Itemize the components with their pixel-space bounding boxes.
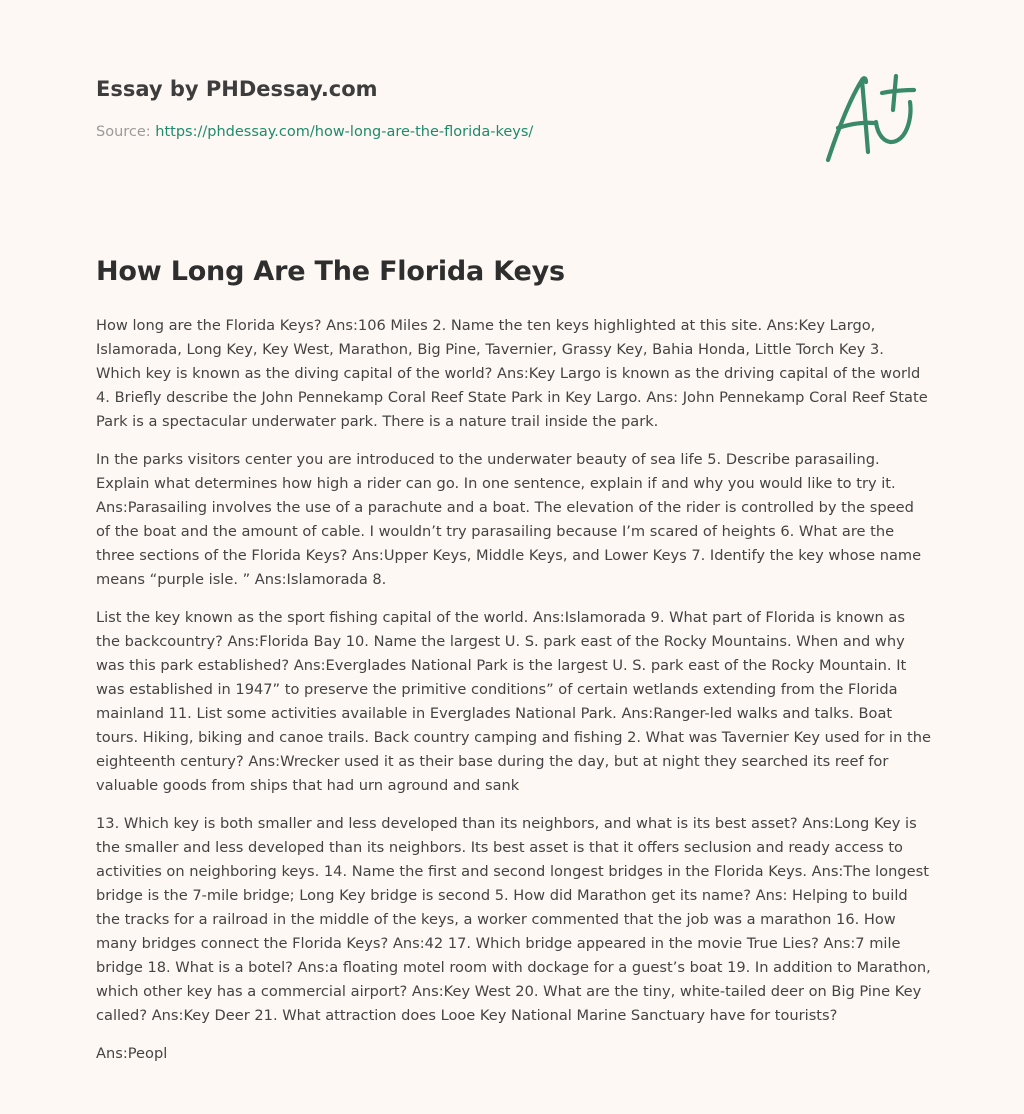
source-line xyxy=(96,124,533,140)
essay-paragraph: Ans:Peopl xyxy=(96,1045,168,1062)
essay-paragraph: In the parks visitors center you are introduced to the underwater beauty of sea life 5. Describe parasailing. Explain what determines how high a rider can go. In one sentence, explain if and why you would like to try it. Ans:Parasailing involves the use of a parachute and a boat. The elevation of the rider is controlled by the speed of the boat and the amount of cable. I wouldn’t try parasailing because I’m scared of heights 6. What are the three sections of the Florida Keys? Ans:Upper Keys, Middle Keys, and Lower Keys 7. Identify the key whose name means “purple isle. ” Ans:Islamorada 8. xyxy=(96,451,922,588)
source-label: Source: xyxy=(96,124,151,140)
essay-paragraph: List the key known as the sport fishing capital of the world. Ans:Islamorada 9. What part of Florida is known as the backcountry? Ans:Florida Bay 10. Name the largest U. S. park east of the Rocky Mountains. When and why was this park established? Ans:Everglades National Park is the largest U. S. park east of the Rocky Mountain. It was established in 1947” to preserve the primitive conditions” of certain wetlands extending from the Florida mainland 11. List some activities available in Everglades National Park. Ans:Ranger-led walks and talks. Boat tours. Hiking, biking and canoe trails. Back country camping and fishing 2. What was Tavernier Key used for in the eighteenth century? Ans:Wrecker used it as their base during the day, but at night they searched its reef for valuable goods from ships that had urn aground and sank xyxy=(96,609,931,794)
essay-body xyxy=(96,314,932,1080)
brand-name: Essay by PHDessay.com xyxy=(96,77,378,101)
essay-title: How Long Are The Florida Keys xyxy=(96,256,565,287)
essay-paragraph: How long are the Florida Keys? Ans:106 Miles 2. Name the ten keys highlighted at this site. Ans:Key Largo, Islamorada, Long Key, Key West, Marathon, Big Pine, Tavernier, Grassy Key, Bahia Honda, Little Torch Key 3. Which key is known as the diving capital of the world? Ans:Key Largo is known as the driving capital of the world 4. Briefly describe the John Pennekamp Coral Reef State Park in Key Largo. Ans: John Pennekamp Coral Reef State Park is a spectacular underwater park. There is a nature trail inside the park. xyxy=(96,317,928,430)
a-plus-logo-icon xyxy=(818,66,930,166)
essay-paragraph: 13. Which key is both smaller and less developed than its neighbors, and what is its best asset? Ans:Long Key is the smaller and less developed than its neighbors. Its best asset is that it offers seclusion and ready access to activities on neighboring keys. 14. Name the first and second longest bridges in the Florida Keys. Ans:The longest bridge is the 7-mile bridge; Long Key bridge is second 5. How did Marathon get its name? Ans: Helping to build the tracks for a railroad in the middle of the keys, a worker commented that the job was a marathon 16. How many bridges connect the Florida Keys? Ans:42 17. Which bridge appeared in the movie True Lies? Ans:7 mile bridge 18. What is a botel? Ans:a floating motel room with dockage for a guest’s boat 19. In addition to Marathon, which other key has a commercial airport? Ans:Key West 20. What are the tiny, white-tailed deer on Big Pine Key called? Ans:Key Deer 21. What attraction does Looe Key National Marine Sanctuary have for tourists? xyxy=(96,815,931,1024)
source-link[interactable]: https://phdessay.com/how-long-are-the-florida-keys/ xyxy=(155,124,534,140)
